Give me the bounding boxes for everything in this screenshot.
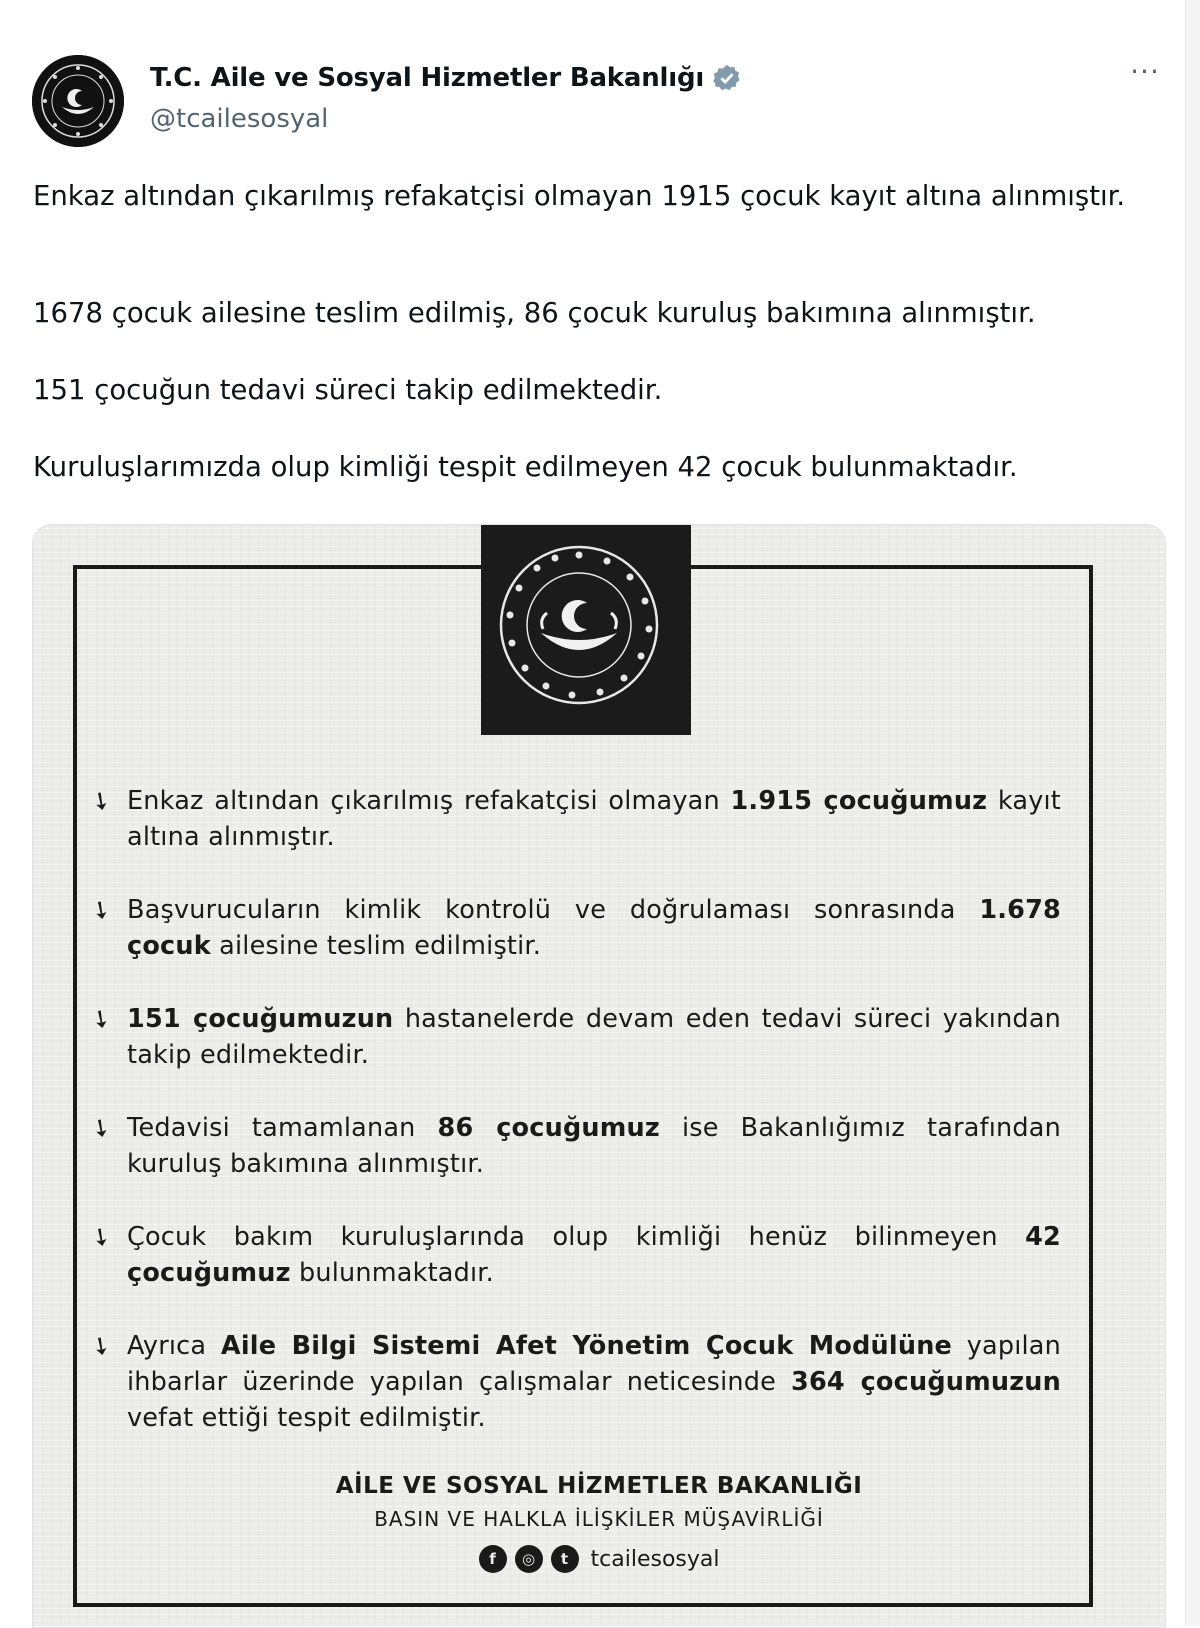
scrollbar-track[interactable] [1185,0,1200,1626]
facebook-icon: f [479,1545,507,1573]
twitter-icon: t [551,1545,579,1573]
social-handle: tcailesosyal [590,1546,720,1572]
arrow-icon: ➘ [84,1110,118,1146]
tweet-paragraph: 151 çocuğun tedavi süreci takip edilmektedir. [33,374,663,406]
tweet-paragraph: Enkaz altından çıkarılmış refakatçisi olmayan 1915 çocuk kayıt altına alınmıştır. [33,180,1126,212]
ministry-logo [481,525,691,735]
account-display-name[interactable] [150,63,742,93]
arrow-icon: ➘ [84,1001,118,1037]
bullet-item: ➘ Ayrıca Aile Bilgi Sistemi Afet Yönetim Çocuk Modülüne yapılan ihbarlar üzerinde yapılan çalışmalar neticesinde 364 çocuğumuzun vefat ettiği tespit edilmiştir. [91,1328,1061,1436]
tweet-media-image[interactable] [32,524,1166,1628]
arrow-icon: ➘ [84,1219,118,1255]
instagram-icon: ◎ [515,1545,543,1573]
tweet-paragraph: Kuruluşlarımızda olup kimliği tespit edilmeyen 42 çocuk bulunmaktadır. [33,451,1018,483]
display-name-text: T.C. Aile ve Sosyal Hizmetler Bakanlığı [150,63,705,93]
account-handle[interactable]: @tcailesosyal [150,104,329,134]
profile-avatar[interactable] [32,55,124,147]
ministry-emblem-icon [32,55,124,147]
arrow-icon: ➘ [84,1328,118,1364]
tweet-paragraph: 1678 çocuk ailesine teslim edilmiş, 86 çocuk kuruluş bakımına alınmıştır. [33,297,1036,329]
ministry-name-footer: AİLE VE SOSYAL HİZMETLER BAKANLIĞI [335,1473,863,1499]
bullet-item: ➘ Başvurucuların kimlik kontrolü ve doğrulaması sonrasında 1.678 çocuk ailesine teslim edilmiştir. [91,892,1061,964]
arrow-icon: ➘ [84,892,118,928]
announcement-bullets [84,783,1062,1473]
social-links [33,1545,1165,1573]
ministry-seal-icon [481,525,691,735]
arrow-icon: ➘ [84,783,118,819]
bullet-item: ➘ 151 çocuğumuzun hastanelerde devam eden tedavi süreci yakından takip edilmektedir. [91,1001,1061,1073]
bullet-item: ➘ Çocuk bakım kuruluşlarında olup kimliği henüz bilinmeyen 42 çocuğumuz bulunmaktadır. [91,1219,1061,1291]
bullet-item: ➘ Enkaz altından çıkarılmış refakatçisi olmayan 1.915 çocuğumuz kayıt altına alınmıştır. [91,783,1061,855]
bullet-item: ➘ Tedavisi tamamlanan 86 çocuğumuz ise Bakanlığımız tarafından kuruluş bakımına alınmıştır. [91,1110,1061,1182]
department-name-footer: BASIN VE HALKLA İLİŞKİLER MÜŞAVİRLİĞİ [374,1507,824,1531]
more-options-icon[interactable]: ··· [1130,55,1160,88]
verified-badge-icon [712,63,742,93]
